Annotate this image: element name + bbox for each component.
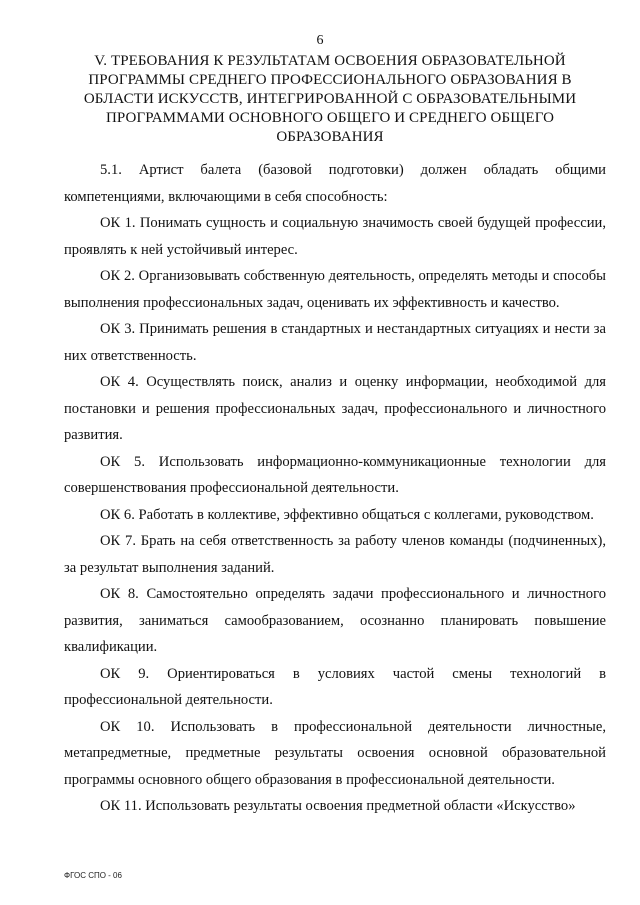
- section-title-line: ПРОГРАММЫ СРЕДНЕГО ПРОФЕССИОНАЛЬНОГО ОБРАЗОВАНИЯ В: [88, 72, 572, 88]
- document-body: [64, 157, 606, 820]
- competency-ok4: ОК 4. Осуществлять поиск, анализ и оценку информации, необходимой для постановки и решения профессиональных задач, профессионального и личностного развития.: [64, 374, 606, 443]
- section-title-line: ОБЛАСТИ ИСКУССТВ, ИНТЕГРИРОВАННОЙ С ОБРАЗОВАТЕЛЬНЫМИ: [83, 91, 577, 107]
- competency-ok3: ОК 3. Принимать решения в стандартных и нестандартных ситуациях и нести за них ответственность.: [64, 321, 606, 364]
- competency-ok2: ОК 2. Организовывать собственную деятельность, определять методы и способы выполнения профессиональных задач, оценивать их эффективность и качество.: [64, 268, 606, 311]
- section-title-line: ОБРАЗОВАНИЯ: [276, 129, 384, 145]
- competency-ok10: ОК 10. Использовать в профессиональной деятельности личностные, метапредметные, предметные результаты освоения основной образовательной программы основного общего образования в профессиональной деятельности.: [64, 718, 606, 788]
- competency-ok5: ОК 5. Использовать информационно-коммуникационные технологии для совершенствования профессиональной деятельности.: [64, 453, 606, 496]
- competency-ok11: ОК 11. Использовать результаты освоения предметной области «Искусство»: [100, 798, 576, 814]
- section-title-line: V. ТРЕБОВАНИЯ К РЕЗУЛЬТАТАМ ОСВОЕНИЯ ОБРАЗОВАТЕЛЬНОЙ: [94, 53, 566, 69]
- section-title-line: ПРОГРАММАМИ ОСНОВНОГО ОБЩЕГО И СРЕДНЕГО ОБЩЕГО: [105, 110, 555, 126]
- competency-ok6: ОК 6. Работать в коллективе, эффективно общаться с коллегами, руководством.: [100, 506, 594, 523]
- competency-ok7: ОК 7. Брать на себя ответственность за работу членов команды (подчиненных), за результат выполнения заданий.: [64, 533, 606, 576]
- competency-ok1: ОК 1. Понимать сущность и социальную значимость своей будущей профессии, проявлять к ней устойчивый интерес.: [64, 215, 606, 258]
- page-number: 6: [316, 33, 324, 48]
- competency-ok9: ОК 9. Ориентироваться в условиях частой смены технологий в профессиональной деятельности.: [64, 665, 606, 708]
- section-title: [70, 52, 590, 147]
- footer-code: ФГОС СПО - 06: [64, 871, 122, 880]
- intro-paragraph: 5.1. Артист балета (базовой подготовки) должен обладать общими компетенциями, включающими в себя способность:: [64, 162, 606, 205]
- competency-ok8: ОК 8. Самостоятельно определять задачи профессионального и личностного развития, заниматься самообразованием, осознанно планировать повышение квалификации.: [64, 586, 606, 655]
